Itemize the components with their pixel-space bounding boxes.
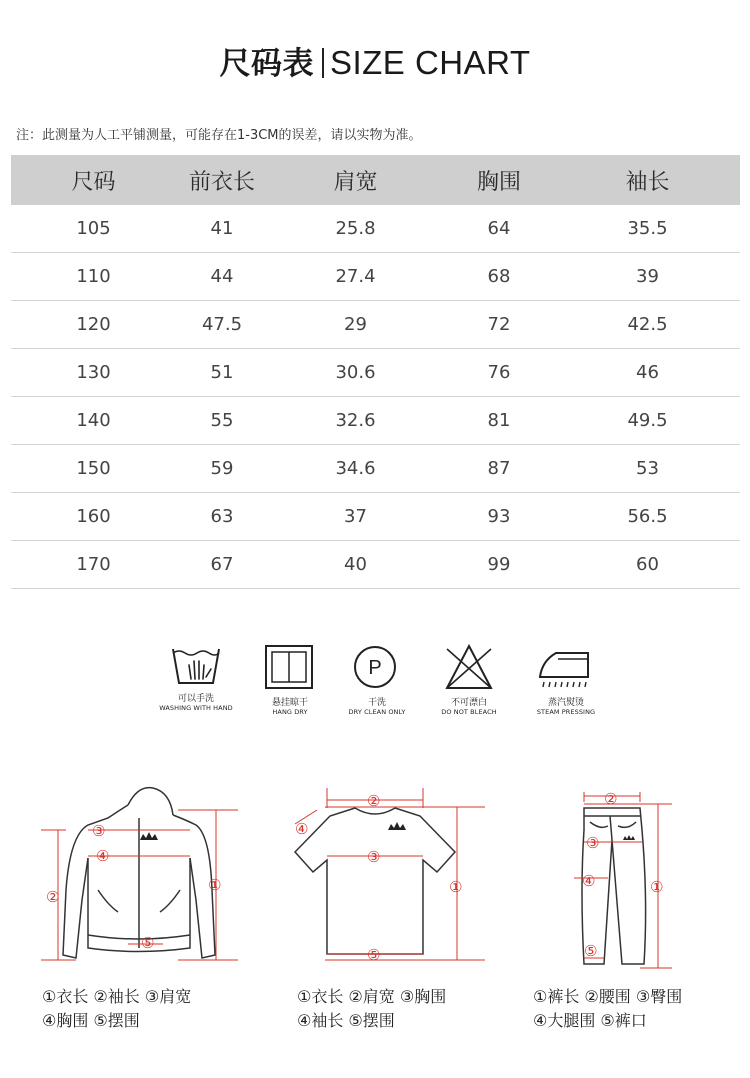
cell-sleeve: 46 bbox=[555, 349, 740, 397]
marker-3: ③ bbox=[367, 848, 381, 866]
brand-logo-icon bbox=[388, 822, 406, 830]
cell-sleeve: 42.5 bbox=[555, 301, 740, 349]
care-label-en: STEAM PRESSING bbox=[536, 708, 596, 716]
cell-front-length: 55 bbox=[176, 397, 268, 445]
cell-shoulder: 37 bbox=[268, 493, 443, 541]
header-shoulder: 肩宽 bbox=[268, 155, 443, 205]
jacket-legend bbox=[42, 985, 191, 1033]
cell-front-length: 51 bbox=[176, 349, 268, 397]
table-row bbox=[11, 253, 740, 301]
cell-size: 140 bbox=[11, 397, 176, 445]
table-row bbox=[11, 493, 740, 541]
marker-4: ④ bbox=[582, 872, 596, 890]
tshirt-legend bbox=[297, 985, 446, 1033]
cell-chest: 99 bbox=[443, 541, 555, 589]
measurement-note: 注：此测量为人工平铺测量，可能存在1-3CM的误差，请以实物为准。 bbox=[16, 128, 422, 143]
care-instructions bbox=[0, 643, 750, 723]
tshirt-legend-line1: ①衣长 ②肩宽 ③胸围 bbox=[297, 987, 447, 1006]
care-label-en: DRY CLEAN ONLY bbox=[348, 708, 406, 716]
cell-shoulder: 30.6 bbox=[268, 349, 443, 397]
cell-shoulder: 29 bbox=[268, 301, 443, 349]
no-bleach-icon bbox=[419, 643, 519, 691]
header-chest: 胸围 bbox=[443, 155, 555, 205]
jacket-legend-line2: ④胸围 ⑤摆围 bbox=[42, 1011, 140, 1030]
cell-front-length: 59 bbox=[176, 445, 268, 493]
marker-3: ③ bbox=[586, 834, 600, 852]
care-hang-dry bbox=[240, 643, 340, 716]
marker-5: ⑤ bbox=[141, 934, 155, 952]
marker-1: ① bbox=[449, 878, 463, 896]
cell-front-length: 67 bbox=[176, 541, 268, 589]
marker-3: ③ bbox=[92, 822, 106, 840]
cell-shoulder: 27.4 bbox=[268, 253, 443, 301]
cell-front-length: 63 bbox=[176, 493, 268, 541]
cell-size: 150 bbox=[11, 445, 176, 493]
steam-iron-icon bbox=[516, 643, 616, 691]
pants-legend-line1: ①裤长 ②腰围 ③臀围 bbox=[533, 987, 683, 1006]
brand-logo-icon bbox=[140, 832, 158, 840]
table-row bbox=[11, 349, 740, 397]
cell-sleeve: 60 bbox=[555, 541, 740, 589]
marker-5: ⑤ bbox=[367, 946, 381, 964]
marker-5: ⑤ bbox=[584, 942, 598, 960]
marker-4: ④ bbox=[295, 820, 309, 838]
marker-2: ② bbox=[46, 888, 60, 906]
cell-sleeve: 39 bbox=[555, 253, 740, 301]
cell-chest: 72 bbox=[443, 301, 555, 349]
table-row bbox=[11, 445, 740, 493]
marker-4: ④ bbox=[96, 847, 110, 865]
marker-2: ② bbox=[367, 792, 381, 810]
care-label-en: HANG DRY bbox=[272, 708, 308, 716]
table-row bbox=[11, 205, 740, 253]
page-title bbox=[0, 38, 750, 83]
svg-text:P: P bbox=[368, 657, 382, 679]
header-front-length: 前衣长 bbox=[176, 155, 268, 205]
hand-wash-icon bbox=[146, 643, 246, 687]
pants-legend bbox=[533, 985, 682, 1033]
jacket-legend-line1: ①衣长 ②袖长 ③肩宽 bbox=[42, 987, 192, 1006]
cell-shoulder: 25.8 bbox=[268, 205, 443, 253]
cell-front-length: 44 bbox=[176, 253, 268, 301]
cell-size: 160 bbox=[11, 493, 176, 541]
tshirt-legend-line2: ④袖长 ⑤摆围 bbox=[297, 1011, 395, 1030]
care-label-en: DO NOT BLEACH bbox=[441, 708, 497, 716]
cell-size: 170 bbox=[11, 541, 176, 589]
care-steam-iron bbox=[516, 643, 616, 716]
care-label-cn: 可以手洗 bbox=[177, 694, 214, 704]
cell-size: 110 bbox=[11, 253, 176, 301]
cell-chest: 76 bbox=[443, 349, 555, 397]
tshirt-diagram bbox=[285, 780, 495, 980]
cell-chest: 87 bbox=[443, 445, 555, 493]
hang-dry-icon bbox=[240, 643, 340, 691]
cell-size: 130 bbox=[11, 349, 176, 397]
pants-legend-line2: ④大腿围 ⑤裤口 bbox=[533, 1011, 647, 1030]
marker-2: ② bbox=[604, 790, 618, 808]
cell-front-length: 41 bbox=[176, 205, 268, 253]
title-cn: 尺码表 bbox=[219, 46, 314, 82]
title-separator bbox=[322, 48, 324, 78]
cell-size: 105 bbox=[11, 205, 176, 253]
care-label-cn: 蒸汽熨烫 bbox=[547, 698, 584, 708]
size-table-header bbox=[11, 155, 740, 205]
care-dry-clean bbox=[327, 643, 427, 716]
cell-sleeve: 53 bbox=[555, 445, 740, 493]
care-label-cn: 悬挂晾干 bbox=[271, 698, 308, 708]
size-table bbox=[11, 155, 740, 589]
cell-shoulder: 32.6 bbox=[268, 397, 443, 445]
cell-sleeve: 56.5 bbox=[555, 493, 740, 541]
table-row bbox=[11, 301, 740, 349]
dry-clean-icon bbox=[327, 643, 427, 691]
title-en: SIZE CHART bbox=[329, 44, 531, 81]
care-label-cn: 不可漂白 bbox=[450, 698, 487, 708]
cell-front-length: 47.5 bbox=[176, 301, 268, 349]
pants-diagram bbox=[560, 780, 690, 980]
care-label-cn: 干洗 bbox=[367, 698, 386, 708]
cell-shoulder: 34.6 bbox=[268, 445, 443, 493]
cell-sleeve: 35.5 bbox=[555, 205, 740, 253]
cell-chest: 68 bbox=[443, 253, 555, 301]
cell-shoulder: 40 bbox=[268, 541, 443, 589]
cell-chest: 93 bbox=[443, 493, 555, 541]
marker-1: ① bbox=[650, 878, 664, 896]
header-size: 尺码 bbox=[11, 155, 176, 205]
header-sleeve: 袖长 bbox=[555, 155, 740, 205]
cell-size: 120 bbox=[11, 301, 176, 349]
cell-sleeve: 49.5 bbox=[555, 397, 740, 445]
care-label-en: WASHING WITH HAND bbox=[159, 704, 233, 712]
cell-chest: 81 bbox=[443, 397, 555, 445]
jacket-diagram bbox=[28, 780, 248, 980]
marker-1: ① bbox=[208, 876, 222, 894]
care-no-bleach bbox=[419, 643, 519, 716]
care-hand-wash bbox=[146, 643, 246, 712]
table-row bbox=[11, 541, 740, 589]
brand-logo-icon bbox=[623, 835, 635, 840]
table-row bbox=[11, 397, 740, 445]
cell-chest: 64 bbox=[443, 205, 555, 253]
